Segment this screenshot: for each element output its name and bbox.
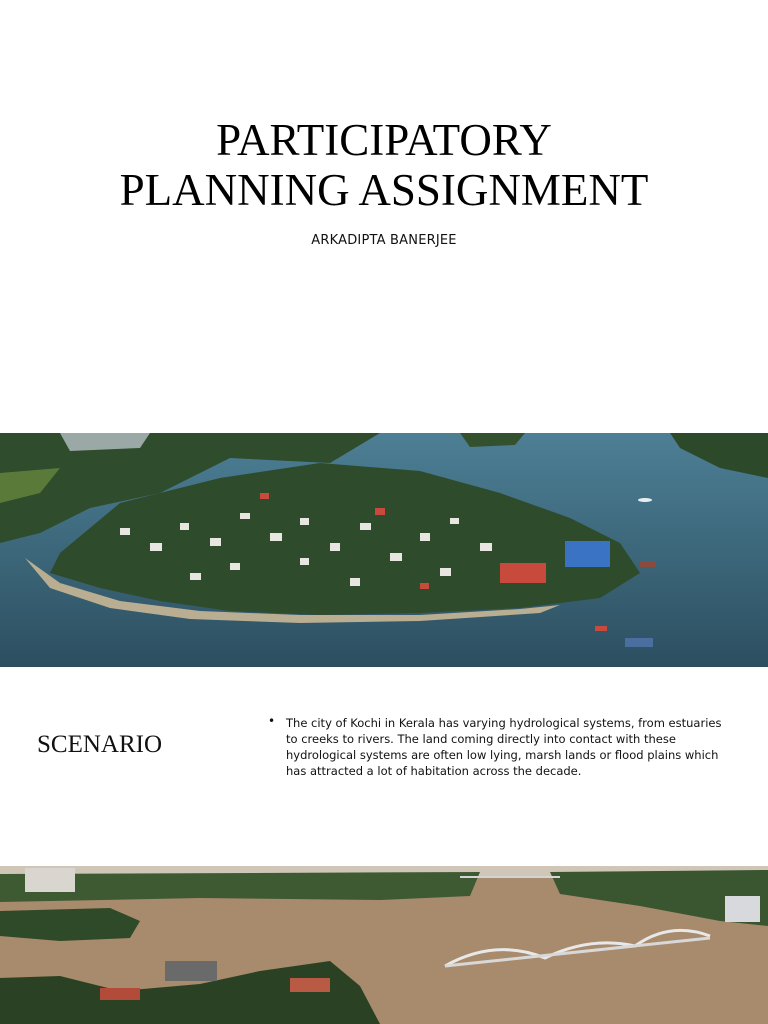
flood-aerial-photo xyxy=(0,866,768,1024)
scenario-text: The city of Kochi in Kerala has varying hydrological systems, from estuaries to creeks to rivers. The land coming directly into contact with these hydrological systems are often low lying, marsh lands or flood plains which has attracted a lot of habitation across the decade. xyxy=(286,716,722,778)
bullet-marker: • xyxy=(268,714,276,728)
aerial-island-photo xyxy=(0,433,768,667)
scenario-heading: SCENARIO xyxy=(37,731,163,758)
author-name: ARKADIPTA BANERJEE xyxy=(311,233,457,248)
page-title xyxy=(0,115,768,215)
title-line-2: PLANNING ASSIGNMENT xyxy=(119,165,649,215)
title-line-1: PARTICIPATORY xyxy=(216,115,552,165)
